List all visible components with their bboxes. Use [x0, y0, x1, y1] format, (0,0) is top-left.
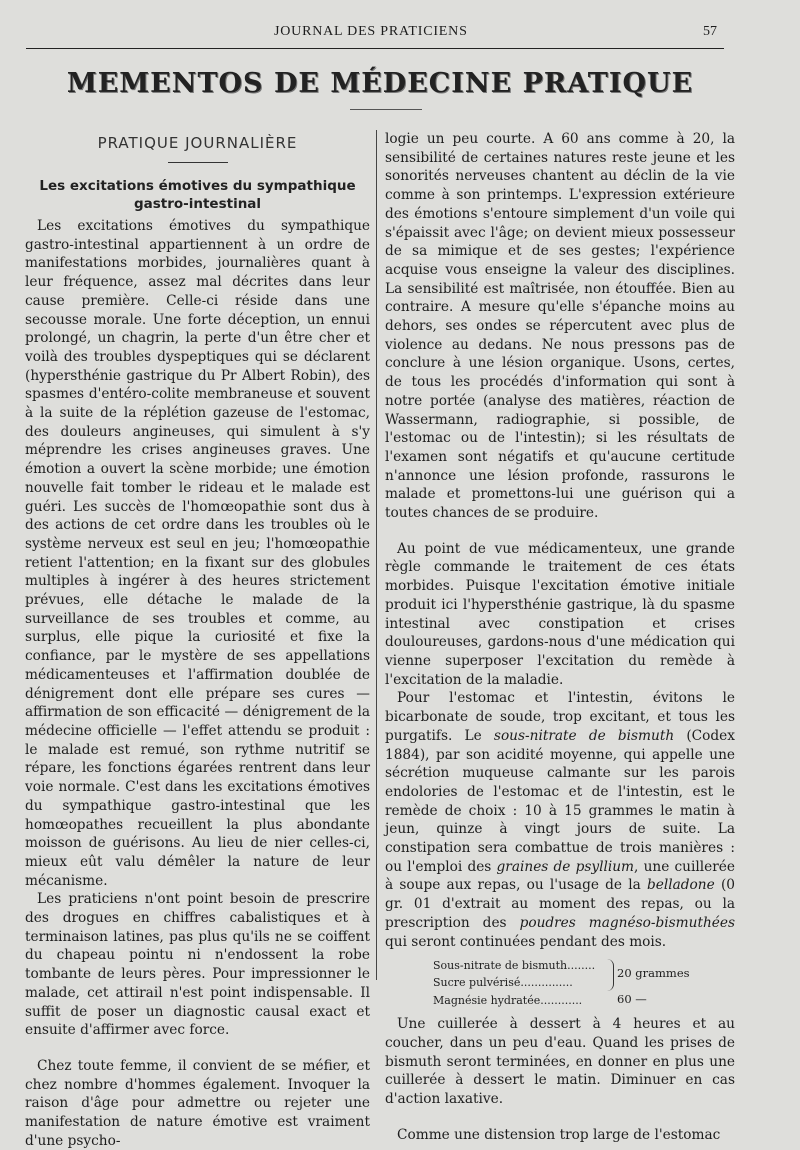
running-head	[0, 24, 800, 44]
text-run: Pour l'estomac et l'intestin, évitons le bicarbonate de soude, trop excitant, et tous les purgatifs. Le	[385, 690, 735, 744]
right-column	[385, 130, 735, 1144]
drug-name: belladone	[647, 877, 715, 894]
formula-row-bismuth: Sous-nitrate de bismuth........	[433, 959, 596, 973]
text-run: (Codex 1884), par son acidité moyenne, qui appelle une sécrétion muqueuse calmante sur les parois endolories de l'estomac et de l'intestin, est le remède de choix : 10 à 15 grammes le matin à jeun, quinze à vingt jours de suite. La constipation sera combattue de trois manières : ou l'emploi des	[385, 727, 735, 875]
text-run: qui seront continuées pendant des mois.	[385, 933, 667, 950]
left-column	[25, 134, 370, 1150]
article-title: Les excitations émotives du sympathique gastro-intestinal	[39, 178, 356, 212]
formula-quantity-magnesia: 60 —	[617, 992, 647, 1007]
right-paragraph-1: logie un peu courte. A 60 ans comme à 20, la sensibilité de certaines natures reste jeune et les sonorités nerveuses chantent au déclin de la vie comme à son printemps. L'expression extérieure des émotions s'entoure simplement d'un voile qui s'épaissit avec l'âge; on devient mieux possesseur de sa mimique et de ses gestes; l'expérience acquise vous enseigne la valeur des disciplines. La sensibilité est maîtrisée, non étouffée. Bien au contraire. A mesure qu'elle s'épanche moins au dehors, ses ondes se répercutent avec plus de violence au dedans. Ne nous pressons pas de conclure à une lésion organique. Usons, certes, de tous les procédés d'information qui sont à notre portée (analyse des matières, réaction de Wassermann, radiographie, si possible, de l'estomac ou de l'intestin); si les résultats de l'examen sont négatifs et qu'aucune certitude n'annonce une lésion profonde, rassurons le malade et promettons-lui une guérison qui a toutes chances de se produire.	[385, 131, 735, 522]
right-paragraph-2: Au point de vue médicamenteux, une grande règle commande le traitement de ces états morbides. Puisque l'excitation émotive initiale produit ici l'hypersthénie gastrique, là du spasme intestinal avec constipation et crises douloureuses, gardons-nous d'une médication qui vienne superposer l'excitation du remède à l'excitation de la maladie.	[385, 540, 735, 688]
right-paragraph-3	[385, 689, 735, 951]
rubric-heading: PRATIQUE JOURNALIÈRE	[97, 134, 298, 152]
right-paragraph-5: Comme une distension trop large de l'estomac	[397, 1126, 721, 1143]
prescription-formula	[385, 955, 735, 1011]
drug-name: sous-nitrate de bismuth	[493, 727, 675, 744]
header-rule	[26, 48, 724, 49]
text-run: , une cuillerée à soupe aux repas, ou l'usage de la	[385, 858, 735, 894]
formula-brace	[607, 959, 614, 991]
left-paragraph-3: Chez toute femme, il convient de se méfier, et chez nombre d'hommes également. Invoquer la raison d'âge pour admettre ou rejeter une manifestation de nature émotive est vraiment d'une psycho-	[25, 1057, 370, 1149]
text-run: (0 gr. 01 d'extrait au moment des repas, ou la prescription des	[385, 877, 735, 931]
page-number: 57	[703, 24, 717, 39]
left-paragraph-1: Les excitations émotives du sympathique gastro-intestinal appartiennent à un ordre de manifestations morbides, journalières quant à leur fréquence, assez mal décrites dans leur cause première. Celle-ci réside dans une secousse morale. Une forte déception, un ennui prolongé, un chagrin, la perte d'un être cher et voilà des troubles dyspeptiques qui se déclarent (hypersthénie gastrique du Pr Albert Robin), des spasmes d'entéro-colite membraneuse et souvent à la suite de la réplétion gazeuse de l'estomac, des douleurs angineuses, qui simulent à s'y méprendre les crises angineuses graves. Une émotion a ouvert la scène morbide; une émotion nouvelle fait tomber le rideau et le malade est guéri. Les succès de l'homœopathie sont dus à des actions de cet ordre dans les troubles où le système nerveux est seul en jeu; l'homœopathie retient l'attention; en la fixant sur des globules multiples à ingérer à des heures strictement prévues, elle détache le malade de la surveillance de ses troubles et comme, au surplus, elle pique la curiosité et fixe la confiance, par le mystère de ses appellations médicamenteuses et l'affirmation doublée de dénigrement dont elle prépare ses cures — affirmation de son efficacité — dénigrement de la médecine officielle — l'effet attendu se produit : le malade est remué, son rythme nutritif se répare, les fonctions égarées rentrent dans leur voie normale. C'est dans les excitations émotives du sympathique gastro-intestinal que les homœopathes recueillent la plus abondante moisson de guérisons. Au lieu de nier celles-ci, mieux eût valu démêler la nature de leur mécanisme.	[25, 218, 370, 889]
left-paragraph-2: Les praticiens n'ont point besoin de prescrire des drogues en chiffres cabalistiques et à terminaison latines, pas plus qu'ils ne se coiffent du chapeau pointu ni n'endossent la robe tombante de leurs pères. Pour impressionner le malade, cet attirail n'est point indispensable. Il suffit de poser un diagnostic causal exact et ensuite d'affirmer avec force.	[25, 891, 370, 1039]
paragraph-gap	[385, 523, 735, 540]
right-paragraph-4: Une cuillerée à dessert à 4 heures et au coucher, dans un peu d'eau. Quand les prises de bismuth seront terminées, en donner en plus une cuillerée à dessert le matin. Diminuer en cas d'action laxative.	[385, 1016, 735, 1108]
formula-row-magnesia: Magnésie hydratée............	[433, 994, 583, 1008]
paragraph-gap	[25, 1040, 370, 1057]
column-divider	[376, 130, 377, 980]
section-title: MEMENTOS DE MÉDECINE PRATIQUE	[66, 68, 694, 99]
title-ornament	[350, 109, 422, 110]
rubric-rule	[168, 162, 228, 163]
drug-name: poudres magnéso-bismuthées	[519, 914, 735, 931]
journal-title: JOURNAL DES PRATICIENS	[274, 24, 468, 39]
drug-name: graines de psyllium	[496, 858, 635, 875]
formula-row-sugar: Sucre pulvérisé...............	[433, 976, 573, 990]
paragraph-gap	[385, 1109, 735, 1126]
formula-quantity-grouped: 20 grammes	[617, 966, 690, 981]
